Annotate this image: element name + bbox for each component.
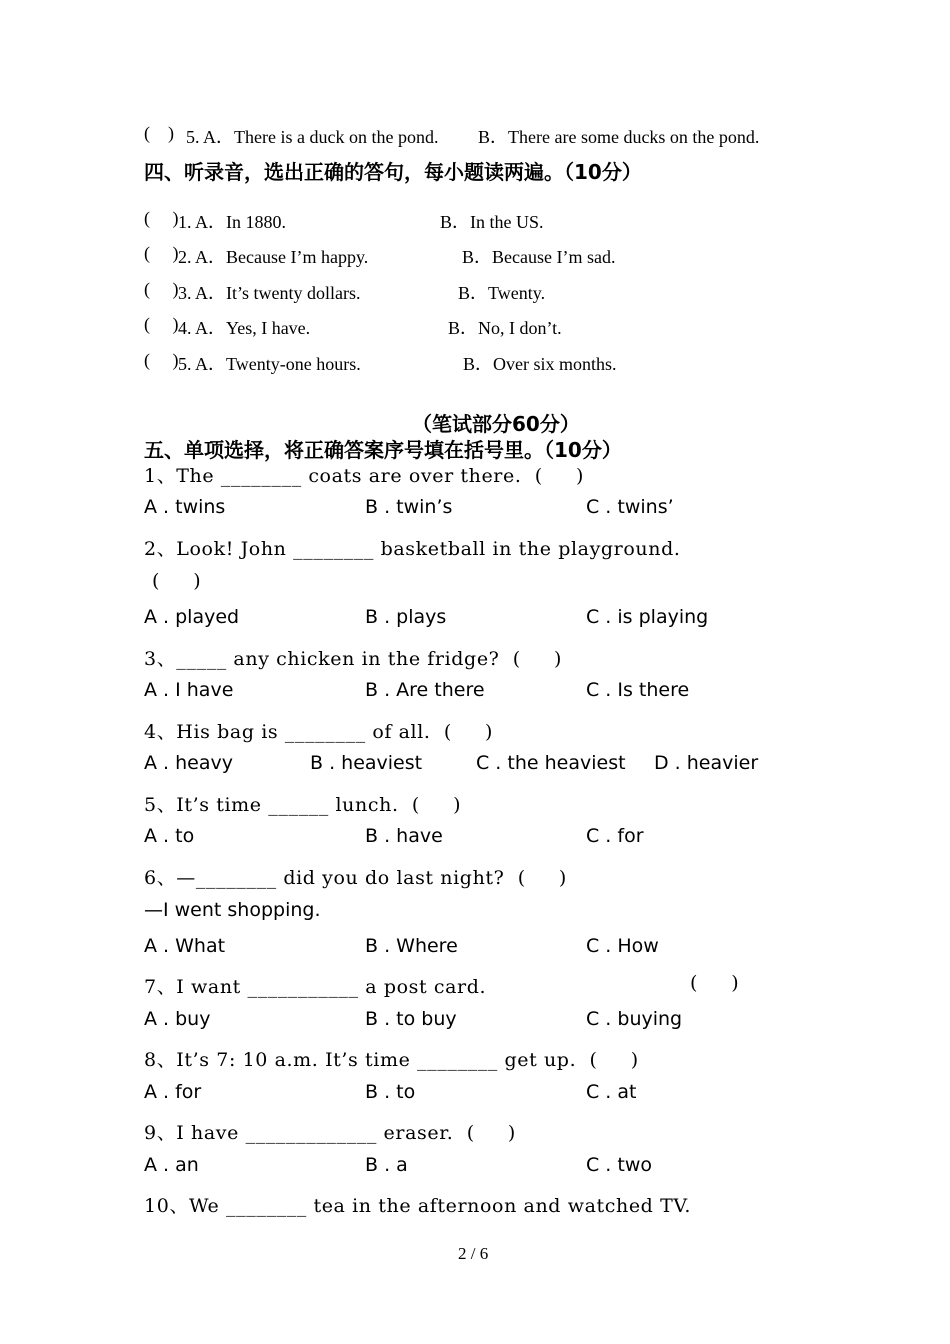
q9-stem: 9、I have _____________ eraser. ( ) (144, 1122, 516, 1144)
page-number: 2 / 6 (458, 1244, 489, 1263)
q2-option-b[interactable]: B . plays (365, 606, 447, 628)
q9-option-a[interactable]: A . an (144, 1154, 199, 1176)
section4-q2-paren[interactable]: ( ) (144, 243, 179, 263)
q6-stem: 6、—________ did you do last night? ( ) (144, 867, 567, 889)
written-part-title: （笔试部分60分） (412, 412, 580, 436)
section-5-title: 五、单项选择，将正确答案序号填在括号里。（10分） (144, 438, 622, 462)
q8-option-a[interactable]: A . for (144, 1081, 202, 1103)
q4-option-c[interactable]: C . the heaviest (476, 752, 626, 774)
q7-stem: 7、I want ___________ a post card. (144, 976, 487, 998)
q5-stem: 5、It’s time ______ lunch. ( ) (144, 794, 462, 816)
q6-option-a[interactable]: A . What (144, 935, 226, 957)
section4-q4-option-b: B．No, I don’t. (448, 318, 562, 338)
q1-stem: 1、The ________ coats are over there. ( ) (144, 465, 584, 487)
q3-stem: 3、_____ any chicken in the fridge? ( ) (144, 648, 562, 670)
section4-q3-paren[interactable]: ( ) (144, 279, 179, 299)
q2-option-a[interactable]: A . played (144, 606, 240, 628)
q2-answer-paren[interactable]: ( ) (152, 570, 202, 592)
q7-option-b[interactable]: B . to buy (365, 1008, 457, 1030)
q2-option-c[interactable]: C . is playing (586, 606, 709, 628)
section4-q1-paren[interactable]: ( ) (144, 208, 179, 228)
section4-q3-option-b: B．Twenty. (458, 283, 546, 303)
section4-q2-option-a: 2. A．Because I’m happy. (178, 247, 369, 267)
q3-option-a[interactable]: A . I have (144, 679, 234, 701)
q8-option-b[interactable]: B . to (365, 1081, 416, 1103)
q6-dialogue-answer: —I went shopping. (144, 899, 321, 921)
q10-stem: 10、We ________ tea in the afternoon and watched TV. (144, 1195, 691, 1217)
section4-q5-option-a: 5. A．Twenty-one hours. (178, 354, 361, 374)
q9-option-c[interactable]: C . two (586, 1154, 652, 1176)
section4-q3-option-a: 3. A．It’s twenty dollars. (178, 283, 361, 303)
q8-stem: 8、It’s 7: 10 a.m. It’s time ________ get up. ( ) (144, 1049, 639, 1071)
section4-q2-option-b: B．Because I’m sad. (462, 247, 616, 267)
q4-stem: 4、His bag is ________ of all. ( ) (144, 721, 494, 743)
q1-option-b[interactable]: B . twin’s (365, 496, 453, 518)
listening-item-5-paren[interactable]: ( ) (144, 123, 174, 143)
listening-item-5-option-a: 5. A．There is a duck on the pond. (186, 127, 439, 147)
q3-option-c[interactable]: C . Is there (586, 679, 690, 701)
q8-option-c[interactable]: C . at (586, 1081, 637, 1103)
section-4-title: 四、听录音，选出正确的答句，每小题读两遍。（10分） (144, 160, 642, 184)
q5-option-b[interactable]: B . have (365, 825, 443, 847)
section4-q1-option-b: B．In the US. (440, 212, 544, 232)
q5-option-a[interactable]: A . to (144, 825, 195, 847)
q7-option-c[interactable]: C . buying (586, 1008, 683, 1030)
q4-option-b[interactable]: B . heaviest (310, 752, 423, 774)
q6-option-b[interactable]: B . Where (365, 935, 458, 957)
q7-option-a[interactable]: A . buy (144, 1008, 211, 1030)
q2-stem: 2、Look! John ________ basketball in the playground. (144, 538, 681, 560)
q7-answer-paren[interactable]: ( ) (690, 972, 740, 994)
q9-option-b[interactable]: B . a (365, 1154, 408, 1176)
q4-option-a[interactable]: A . heavy (144, 752, 233, 774)
q1-option-c[interactable]: C . twins’ (586, 496, 674, 518)
section4-q4-option-a: 4. A．Yes, I have. (178, 318, 311, 338)
q3-option-b[interactable]: B . Are there (365, 679, 485, 701)
listening-item-5-option-b: B．There are some ducks on the pond. (478, 127, 760, 147)
q5-option-c[interactable]: C . for (586, 825, 644, 847)
section4-q5-paren[interactable]: ( ) (144, 350, 179, 370)
q4-option-d[interactable]: D . heavier (654, 752, 759, 774)
section4-q4-paren[interactable]: ( ) (144, 314, 179, 334)
q1-option-a[interactable]: A . twins (144, 496, 226, 518)
section4-q5-option-b: B．Over six months. (463, 354, 617, 374)
q6-option-c[interactable]: C . How (586, 935, 659, 957)
section4-q1-option-a: 1. A．In 1880. (178, 212, 286, 232)
